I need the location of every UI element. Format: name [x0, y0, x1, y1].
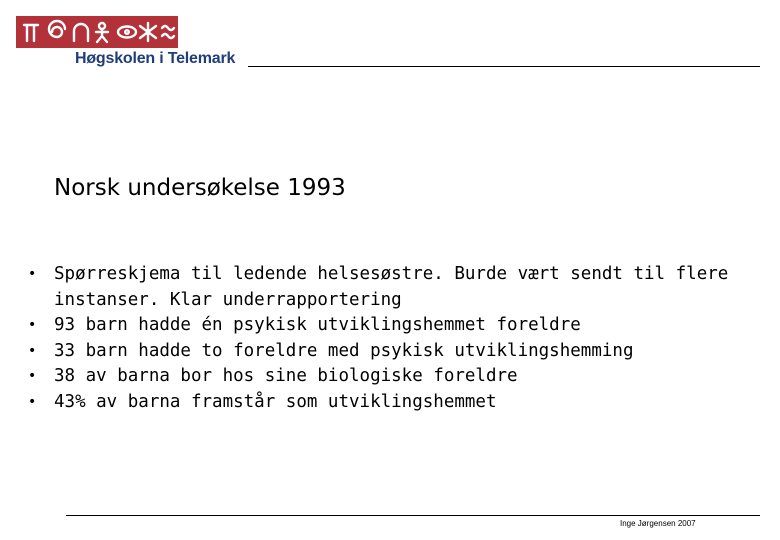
header-divider	[248, 66, 760, 67]
list-item	[28, 313, 748, 339]
bullet-icon: •	[28, 342, 37, 359]
list-item	[28, 339, 748, 365]
bullet-icon: •	[28, 393, 37, 410]
footer-author: Inge Jørgensen 2007	[620, 519, 696, 528]
bullet-icon: •	[28, 368, 37, 384]
bullet-text: 43% av barna framstår som utviklingshemmet	[54, 391, 497, 412]
list-item	[28, 390, 748, 416]
institution-name: Høgskolen i Telemark	[75, 50, 236, 67]
bullet-icon: •	[28, 317, 37, 333]
list-item	[28, 262, 748, 313]
slide-title: Norsk undersøkelse 1993	[54, 175, 346, 202]
bullet-list	[28, 262, 748, 415]
bullet-text: Spørreskjema til ledende helsesøstre. Burde vært sendt til flere instanser. Klar underrapportering	[54, 264, 729, 310]
bullet-icon: •	[28, 266, 37, 282]
bullet-text: 38 av barna bor hos sine biologiske foreldre	[54, 366, 518, 386]
university-emblem-icon	[16, 16, 178, 48]
bullet-text: 93 barn hadde én psykisk utviklingshemmet foreldre	[54, 315, 581, 335]
list-item	[28, 364, 748, 390]
footer-divider	[66, 515, 760, 516]
bullet-text: 33 barn hadde to foreldre med psykisk utviklingshemming	[54, 340, 634, 361]
